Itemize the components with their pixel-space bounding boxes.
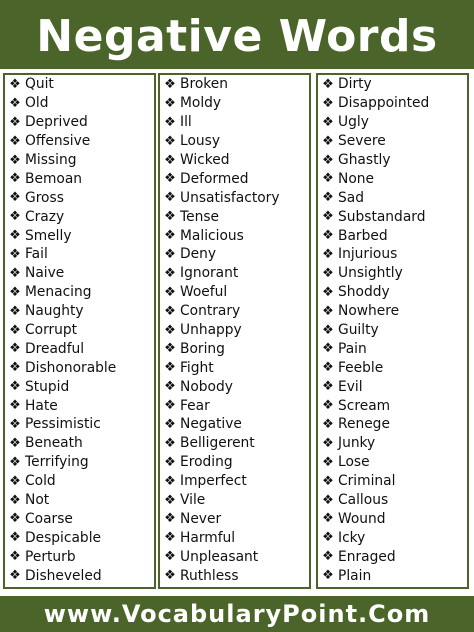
word-text: Moldy	[180, 95, 222, 112]
bullet-icon: ❖	[9, 114, 21, 130]
word-text: Crazy	[25, 208, 65, 225]
bullet-icon: ❖	[9, 190, 21, 206]
word-text: Shoddy	[338, 284, 390, 301]
list-item	[160, 245, 309, 264]
bullet-icon: ❖	[9, 171, 21, 187]
bullet-icon: ❖	[322, 152, 334, 168]
word-text: Boring	[180, 340, 225, 357]
bullet-icon: ❖	[322, 209, 334, 225]
list-item	[5, 415, 154, 434]
word-text: Disappointed	[338, 95, 430, 112]
list-item	[5, 547, 154, 566]
word-text: Substandard	[338, 208, 426, 225]
bullet-icon: ❖	[322, 511, 334, 527]
list-item	[318, 415, 467, 434]
list-item	[5, 264, 154, 283]
bullet-icon: ❖	[9, 246, 21, 262]
word-text: Not	[25, 492, 50, 509]
list-item	[318, 528, 467, 547]
list-item	[5, 339, 154, 358]
word-text: Ignorant	[180, 265, 239, 282]
list-item	[5, 491, 154, 510]
word-text: Coarse	[25, 510, 73, 527]
word-text: Fight	[180, 359, 214, 376]
bullet-icon: ❖	[9, 209, 21, 225]
word-text: Injurious	[338, 246, 398, 263]
list-item	[318, 151, 467, 170]
word-text: Negative	[180, 416, 242, 433]
word-text: Dreadful	[25, 340, 85, 357]
bullet-icon: ❖	[322, 133, 334, 149]
word-text: Wound	[338, 510, 386, 527]
bullet-icon: ❖	[322, 303, 334, 319]
list-item	[318, 169, 467, 188]
list-item	[5, 472, 154, 491]
page-title: Negative Words	[36, 10, 438, 62]
list-item	[318, 321, 467, 340]
bullet-icon: ❖	[164, 171, 176, 187]
list-item	[160, 226, 309, 245]
list-item	[5, 566, 154, 585]
list-item	[160, 132, 309, 151]
list-item	[5, 188, 154, 207]
list-item	[318, 283, 467, 302]
list-item	[318, 94, 467, 113]
word-text: Lose	[338, 454, 370, 471]
list-item	[318, 472, 467, 491]
bullet-icon: ❖	[164, 511, 176, 527]
list-item	[5, 245, 154, 264]
bullet-icon: ❖	[9, 284, 21, 300]
bullet-icon: ❖	[9, 549, 21, 565]
list-item	[160, 207, 309, 226]
word-text: Harmful	[180, 529, 236, 546]
bullet-icon: ❖	[164, 322, 176, 338]
word-text: Disheveled	[25, 567, 102, 584]
list-item	[5, 132, 154, 151]
word-text: Bemoan	[25, 170, 83, 187]
bullet-icon: ❖	[164, 492, 176, 508]
bullet-icon: ❖	[9, 530, 21, 546]
bullet-icon: ❖	[164, 114, 176, 130]
list-item	[160, 509, 309, 528]
bullet-icon: ❖	[322, 360, 334, 376]
word-text: Belligerent	[180, 435, 255, 452]
word-text: Perturb	[25, 548, 76, 565]
bullet-icon: ❖	[322, 322, 334, 338]
bullet-icon: ❖	[9, 303, 21, 319]
bullet-icon: ❖	[9, 322, 21, 338]
list-item	[160, 547, 309, 566]
bullet-icon: ❖	[9, 76, 21, 92]
word-text: Tense	[180, 208, 219, 225]
word-text: Unsightly	[338, 265, 403, 282]
list-item	[160, 321, 309, 340]
word-text: Ill	[180, 114, 192, 131]
list-item	[318, 377, 467, 396]
bullet-icon: ❖	[164, 435, 176, 451]
list-item	[318, 453, 467, 472]
word-text: Naive	[25, 265, 65, 282]
list-item	[5, 207, 154, 226]
bullet-icon: ❖	[9, 228, 21, 244]
bullet-icon: ❖	[164, 360, 176, 376]
list-item	[5, 302, 154, 321]
word-text: Unsatisfactory	[180, 189, 280, 206]
bullet-icon: ❖	[164, 284, 176, 300]
bullet-icon: ❖	[9, 341, 21, 357]
list-item	[160, 358, 309, 377]
list-item	[318, 132, 467, 151]
bullet-icon: ❖	[9, 416, 21, 432]
bullet-icon: ❖	[322, 341, 334, 357]
list-item	[5, 396, 154, 415]
bullet-icon: ❖	[322, 473, 334, 489]
list-item	[318, 566, 467, 585]
bullet-icon: ❖	[9, 95, 21, 111]
word-text: Terrifying	[25, 454, 89, 471]
bullet-icon: ❖	[164, 341, 176, 357]
list-item	[160, 188, 309, 207]
list-item	[318, 75, 467, 94]
bullet-icon: ❖	[322, 114, 334, 130]
word-text: Deny	[180, 246, 217, 263]
list-item	[318, 547, 467, 566]
list-item	[318, 358, 467, 377]
bullet-icon: ❖	[164, 303, 176, 319]
word-text: Corrupt	[25, 322, 78, 339]
list-item	[160, 283, 309, 302]
footer-bar	[0, 596, 474, 632]
bullet-icon: ❖	[164, 76, 176, 92]
word-text: Imperfect	[180, 473, 247, 490]
word-text: Gross	[25, 189, 64, 206]
word-column-1	[3, 73, 156, 589]
bullet-icon: ❖	[9, 360, 21, 376]
bullet-icon: ❖	[164, 549, 176, 565]
word-text: Scream	[338, 397, 391, 414]
word-text: Eroding	[180, 454, 233, 471]
list-item	[318, 396, 467, 415]
word-text: Nowhere	[338, 303, 400, 320]
word-text: Ruthless	[180, 567, 239, 584]
bullet-icon: ❖	[164, 152, 176, 168]
bullet-icon: ❖	[9, 454, 21, 470]
word-text: Missing	[25, 152, 77, 168]
list-item	[5, 151, 154, 170]
word-text: Naughty	[25, 303, 84, 320]
list-item	[160, 339, 309, 358]
bullet-icon: ❖	[322, 454, 334, 470]
word-text: Woeful	[180, 284, 228, 301]
word-column-2	[158, 73, 311, 589]
bullet-icon: ❖	[164, 246, 176, 262]
bullet-icon: ❖	[164, 133, 176, 149]
bullet-icon: ❖	[164, 209, 176, 225]
list-item	[160, 434, 309, 453]
word-text: Barbed	[338, 227, 388, 244]
list-item	[5, 453, 154, 472]
bullet-icon: ❖	[164, 473, 176, 489]
word-text: Beneath	[25, 435, 83, 452]
word-text: Ghastly	[338, 152, 391, 168]
bullet-icon: ❖	[322, 416, 334, 432]
list-item	[160, 453, 309, 472]
list-item	[160, 377, 309, 396]
word-text: Broken	[180, 76, 229, 93]
word-text: Guilty	[338, 322, 379, 339]
word-text: Contrary	[180, 303, 241, 320]
bullet-icon: ❖	[322, 76, 334, 92]
bullet-icon: ❖	[164, 379, 176, 395]
list-item	[5, 113, 154, 132]
word-text: Hate	[25, 397, 58, 414]
list-item	[160, 528, 309, 547]
bullet-icon: ❖	[9, 511, 21, 527]
word-text: Criminal	[338, 473, 396, 490]
list-item	[318, 188, 467, 207]
bullet-icon: ❖	[164, 265, 176, 281]
bullet-icon: ❖	[164, 95, 176, 111]
bullet-icon: ❖	[322, 95, 334, 111]
word-text: Offensive	[25, 133, 91, 150]
bullet-icon: ❖	[164, 454, 176, 470]
word-list-panel	[0, 69, 474, 596]
bullet-icon: ❖	[9, 492, 21, 508]
bullet-icon: ❖	[322, 549, 334, 565]
list-item	[318, 491, 467, 510]
word-text: Old	[25, 95, 49, 112]
word-text: Icky	[338, 529, 366, 546]
word-text: Cold	[25, 473, 56, 490]
word-text: Deprived	[25, 114, 88, 131]
list-item	[5, 434, 154, 453]
bullet-icon: ❖	[322, 171, 334, 187]
bullet-icon: ❖	[9, 379, 21, 395]
bullet-icon: ❖	[322, 568, 334, 584]
bullet-icon: ❖	[164, 190, 176, 206]
word-text: Smelly	[25, 227, 72, 244]
word-text: Dirty	[338, 76, 372, 93]
bullet-icon: ❖	[164, 530, 176, 546]
list-item	[5, 94, 154, 113]
list-item	[318, 339, 467, 358]
word-text: Wicked	[180, 152, 230, 168]
list-item	[160, 169, 309, 188]
list-item	[5, 509, 154, 528]
word-text: Fail	[25, 246, 48, 263]
bullet-icon: ❖	[9, 435, 21, 451]
word-text: Nobody	[180, 378, 233, 395]
word-text: Stupid	[25, 378, 70, 395]
header-bar	[0, 0, 474, 72]
list-item	[160, 264, 309, 283]
word-text: Lousy	[180, 133, 220, 150]
list-item	[5, 358, 154, 377]
list-item	[160, 151, 309, 170]
list-item	[5, 528, 154, 547]
word-text: Unhappy	[180, 322, 242, 339]
list-item	[5, 283, 154, 302]
list-item	[318, 509, 467, 528]
word-text: Malicious	[180, 227, 244, 244]
bullet-icon: ❖	[9, 398, 21, 414]
list-item	[160, 75, 309, 94]
list-item	[160, 472, 309, 491]
bullet-icon: ❖	[322, 398, 334, 414]
word-text: Pain	[338, 340, 367, 357]
word-text: Fear	[180, 397, 210, 414]
list-item	[318, 434, 467, 453]
bullet-icon: ❖	[322, 435, 334, 451]
list-item	[5, 377, 154, 396]
list-item	[318, 226, 467, 245]
bullet-icon: ❖	[322, 265, 334, 281]
list-item	[160, 396, 309, 415]
bullet-icon: ❖	[164, 416, 176, 432]
list-item	[5, 226, 154, 245]
word-text: Ugly	[338, 114, 369, 131]
bullet-icon: ❖	[322, 530, 334, 546]
word-text: Renege	[338, 416, 390, 433]
list-item	[160, 302, 309, 321]
bullet-icon: ❖	[9, 133, 21, 149]
list-item	[160, 94, 309, 113]
list-item	[318, 207, 467, 226]
list-item	[160, 415, 309, 434]
word-text: Unpleasant	[180, 548, 259, 565]
bullet-icon: ❖	[322, 246, 334, 262]
word-text: Menacing	[25, 284, 92, 301]
word-text: Feeble	[338, 359, 384, 376]
bullet-icon: ❖	[164, 568, 176, 584]
bullet-icon: ❖	[9, 568, 21, 584]
list-item	[318, 264, 467, 283]
word-text: Callous	[338, 492, 389, 509]
bullet-icon: ❖	[164, 398, 176, 414]
bullet-icon: ❖	[9, 473, 21, 489]
word-text: Pessimistic	[25, 416, 101, 433]
word-text: Despicable	[25, 529, 102, 546]
list-item	[5, 169, 154, 188]
bullet-icon: ❖	[322, 492, 334, 508]
list-item	[318, 113, 467, 132]
bullet-icon: ❖	[322, 228, 334, 244]
bullet-icon: ❖	[164, 228, 176, 244]
word-column-3	[316, 73, 469, 589]
website-url: www.VocabularyPoint.Com	[43, 600, 431, 628]
word-text: Junky	[338, 435, 376, 452]
bullet-icon: ❖	[322, 190, 334, 206]
word-text: Plain	[338, 567, 372, 584]
list-item	[5, 75, 154, 94]
bullet-icon: ❖	[9, 152, 21, 168]
list-item	[5, 321, 154, 340]
bullet-icon: ❖	[322, 284, 334, 300]
list-item	[318, 245, 467, 264]
bullet-icon: ❖	[322, 379, 334, 395]
word-text: Deformed	[180, 170, 249, 187]
word-text: Sad	[338, 189, 364, 206]
word-text: Vile	[180, 492, 206, 509]
list-item	[160, 491, 309, 510]
word-text: Quit	[25, 76, 54, 93]
word-text: Dishonorable	[25, 359, 117, 376]
list-item	[160, 566, 309, 585]
word-text: None	[338, 170, 374, 187]
bullet-icon: ❖	[9, 265, 21, 281]
word-text: Severe	[338, 133, 386, 150]
list-item	[318, 302, 467, 321]
word-text: Enraged	[338, 548, 396, 565]
word-text: Never	[180, 510, 222, 527]
list-item	[160, 113, 309, 132]
word-text: Evil	[338, 378, 363, 395]
